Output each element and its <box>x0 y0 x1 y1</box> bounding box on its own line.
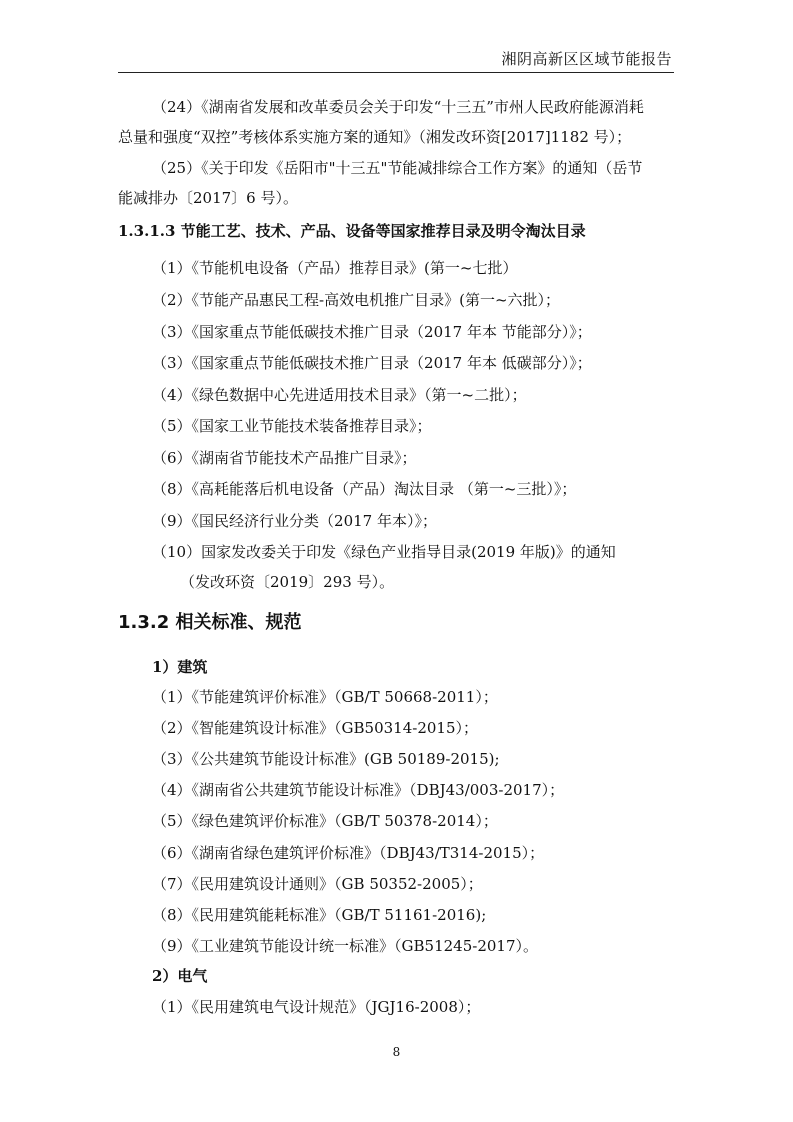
list-item-line: 能减排办〔2017〕6 号）。 <box>118 189 298 207</box>
list-item: （4）《绿色数据中心先进适用技术目录》（第一~二批）； <box>152 386 527 404</box>
section-heading-1313: 1.3.1.3 节能工艺、技术、产品、设备等国家推荐目录及明令淘汰目录 <box>118 222 586 240</box>
list-item: （3）《国家重点节能低碳技术推广目录（2017 年本 低碳部分）》； <box>152 354 592 372</box>
list-item: （9）《工业建筑节能设计统一标准》（GB51245-2017）。 <box>152 937 539 955</box>
header-title: 湘阴高新区区域节能报告 <box>501 50 672 68</box>
list-item: （1）《节能机电设备（产品）推荐目录》(第一~七批） <box>152 259 518 277</box>
subsection-title-building: 1）建筑 <box>152 658 208 676</box>
list-item: （8）《高耗能落后机电设备（产品）淘汰目录 （第一~三批）》； <box>152 480 577 498</box>
list-item: （2）《智能建筑设计标准》（GB50314-2015）； <box>152 719 479 737</box>
list-item: （6）《湖南省节能技术产品推广目录》； <box>152 449 417 467</box>
list-item-continuation: （发改环资〔2019〕293 号）。 <box>180 573 395 591</box>
list-item: （5）《国家工业节能技术装备推荐目录》； <box>152 417 432 435</box>
list-item: （6）《湖南省绿色建筑评价标准》（DBJ43/T314-2015）； <box>152 844 545 862</box>
list-item: （1）《民用建筑电气设计规范》（JGJ16-2008）； <box>152 998 481 1016</box>
list-item-line: 总量和强度“双控”考核体系实施方案的通知》（湘发改环资[2017]1182 号）； <box>118 128 632 146</box>
list-item: （3）《公共建筑节能设计标准》(GB 50189-2015); <box>152 750 500 768</box>
list-item: （8）《民用建筑能耗标准》（GB/T 51161-2016); <box>152 906 487 924</box>
page-number: 8 <box>392 1045 401 1059</box>
list-item: （10）国家发改委关于印发《绿色产业指导目录(2019 年版)》的通知 <box>152 543 616 561</box>
list-item: （9）《国民经济行业分类（2017 年本）》； <box>152 512 437 530</box>
section-heading-132: 1.3.2 相关标准、规范 <box>118 612 302 633</box>
list-item-line: （24）《湖南省发展和改革委员会关于印发“十三五”市州人民政府能源消耗 <box>152 98 644 116</box>
list-item: （7）《民用建筑设计通则》（GB 50352-2005）； <box>152 875 483 893</box>
list-item: （1）《节能建筑评价标准》（GB/T 50668-2011）； <box>152 688 498 706</box>
list-item: （2）《节能产品惠民工程-高效电机推广目录》(第一~六批）； <box>152 291 561 309</box>
subsection-title-electrical: 2）电气 <box>152 967 208 985</box>
list-item: （3）《国家重点节能低碳技术推广目录（2017 年本 节能部分）》； <box>152 323 592 341</box>
list-item-line: （25）《关于印发《岳阳市"十三五"节能减排综合工作方案》的通知（岳节 <box>152 159 643 177</box>
list-item: （4）《湖南省公共建筑节能设计标准》（DBJ43/003-2017）； <box>152 781 565 799</box>
list-item: （5）《绿色建筑评价标准》（GB/T 50378-2014）； <box>152 812 498 830</box>
